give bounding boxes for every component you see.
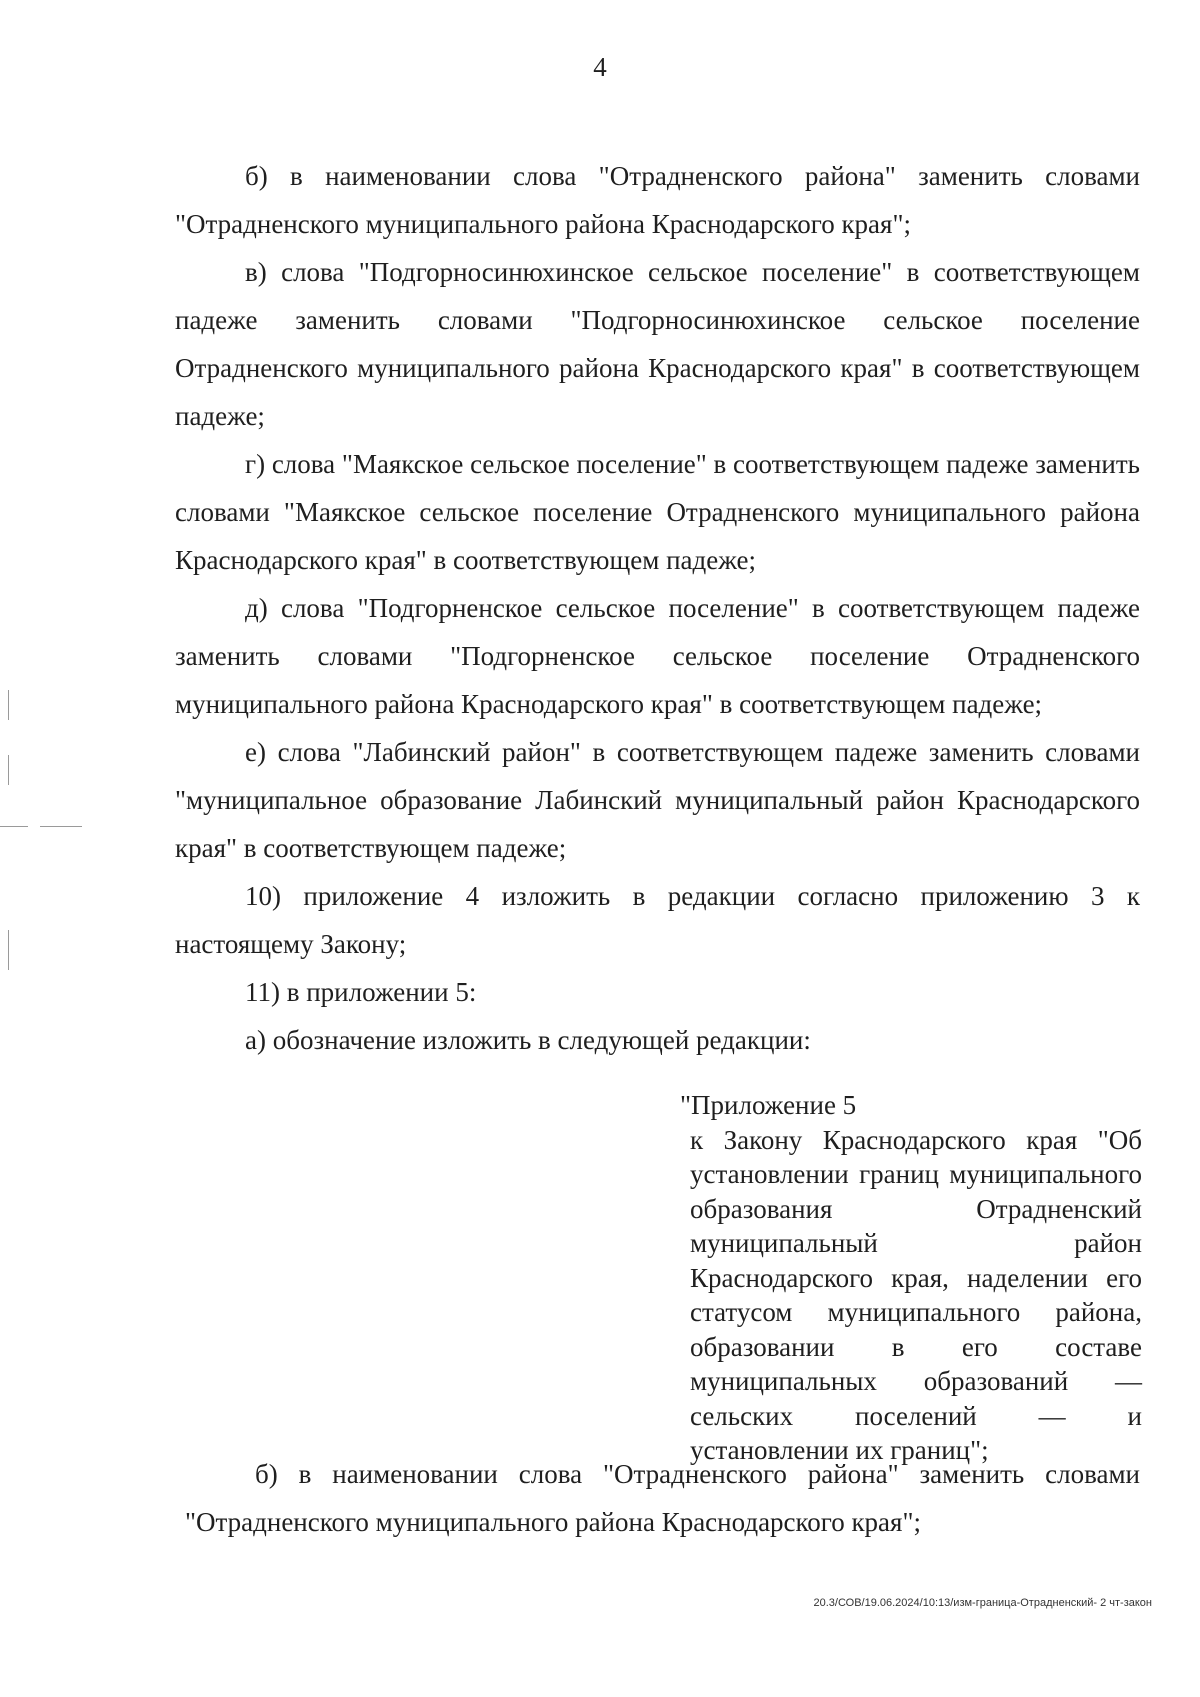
- paragraph-e-labinsky: е) слова "Лабинский район" в соответствующем падеже заменить словами "муниципальное образование Лабинский муниципальный район Краснодарского края" в соответствующем падеже;: [175, 737, 1140, 863]
- closing-section: [185, 1450, 1140, 1546]
- scan-mark: [0, 826, 28, 827]
- scan-mark: [8, 930, 9, 970]
- closing-paragraph: б) в наименовании слова "Отрадненского района" заменить словами "Отрадненского муниципального района Краснодарского края";: [185, 1459, 1140, 1537]
- paragraph-v-podgornosinyukhinskoe: в) слова "Подгорносинюхинское сельское поселение" в соответствующем падеже заменить словами "Подгорносинюхинское сельское поселение Отрадненского муниципального района Краснодарского края" в соответствующем падеже;: [175, 257, 1140, 431]
- paragraph-g-mayakskoe: г) слова "Маякское сельское поселение" в соответствующем падеже заменить словами "Маякское сельское поселение Отрадненского муниципального района Краснодарского края" в соответствующем падеже;: [175, 449, 1140, 575]
- paragraph-b-name: б) в наименовании слова "Отрадненского района" заменить словами "Отрадненского муниципального района Краснодарского края";: [175, 161, 1140, 239]
- scan-mark: [8, 755, 9, 785]
- paragraph-11-appendix-5: 11) в приложении 5:: [245, 977, 477, 1007]
- scan-mark: [8, 690, 9, 720]
- appendix-designation-block: [680, 1088, 1142, 1468]
- appendix-title: "Приложение 5: [680, 1090, 857, 1120]
- paragraph-a-designation: а) обозначение изложить в следующей редакции:: [245, 1025, 811, 1055]
- appendix-body: к Закону Краснодарского края "Об установлении границ муниципального образования Отрадненский муниципальный район Краснодарского края, наделении его статусом муниципального района, образовании в его составе муниципальных образований — сельских поселений — и установлении их границ";: [690, 1124, 1142, 1465]
- paragraph-10-appendix-4: 10) приложение 4 изложить в редакции согласно приложению 3 к настоящему Закону;: [175, 881, 1140, 959]
- footer-document-code: 20.3/СОВ/19.06.2024/10:13/изм-граница-Отрадненский- 2 чт-закон: [813, 1597, 1152, 1609]
- page-number: 4: [593, 52, 607, 82]
- paragraph-d-podgornenskoe: д) слова "Подгорненское сельское поселение" в соответствующем падеже заменить словами "Подгорненское сельское поселение Отрадненского муниципального района Краснодарского края" в соответствующем падеже;: [175, 593, 1140, 719]
- scan-mark: [40, 826, 82, 827]
- document-body: [175, 152, 1140, 1064]
